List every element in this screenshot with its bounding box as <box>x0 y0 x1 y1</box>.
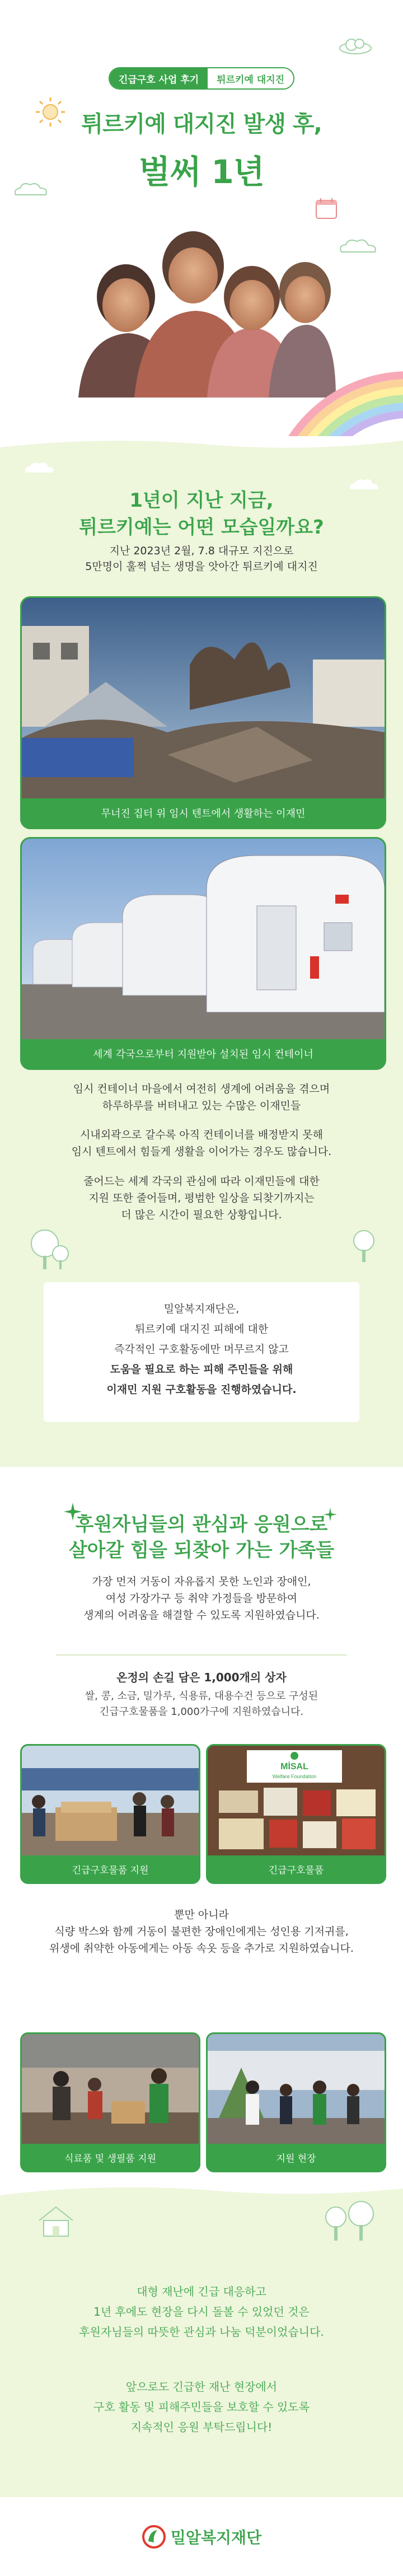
support-site-card <box>206 2032 386 2172</box>
additional-support-heading: 뿐만 아니라 <box>174 1909 229 1921</box>
relief-distribution-caption: 긴급구호물품 지원 <box>72 1864 149 1876</box>
tree-icon <box>347 1226 381 1265</box>
cloud-icon <box>336 34 375 56</box>
section3-title <box>0 1512 403 1563</box>
foundation-logo[interactable] <box>142 2524 261 2549</box>
section2-title <box>0 487 403 541</box>
statement-line1: 밀알복지재단은, <box>163 1303 240 1315</box>
closing-line3: 후원자님들의 따뜻한 관심과 나눔 덕분이었습니다. <box>79 2325 324 2339</box>
tent-photo <box>22 598 385 798</box>
paragraph-1-line2: 하루하루를 버텨내고 있는 수많은 이재민들 <box>102 1100 301 1112</box>
section3-subtitle <box>0 1573 403 1624</box>
section2-title-line2: 튀르키예는 어떤 모습일까요? <box>79 516 324 539</box>
foundation-statement-box <box>44 1282 359 1422</box>
closing-line2: 1년 후에도 현장을 다시 돌볼 수 있었던 것은 <box>93 2305 310 2318</box>
badge-row <box>0 67 403 90</box>
statement-line5: 이재민 지원 구호활동을 진행하였습니다. <box>106 1383 297 1396</box>
section2-sub-line1: 지난 2023년 2월, 7.8 대규모 지진으로 <box>109 545 294 557</box>
grocery-support-card <box>20 2032 200 2172</box>
paragraph-1 <box>0 1081 403 1114</box>
relief-box-description <box>0 1689 403 1720</box>
footer <box>0 2497 403 2576</box>
support-section <box>0 1467 403 2184</box>
relief-distribution-photo <box>22 1746 199 1855</box>
additional-support-description <box>0 1923 403 1957</box>
relief-distribution-card <box>20 1744 200 1884</box>
closing-message-2 <box>0 2377 403 2437</box>
paragraph-3 <box>0 1173 403 1223</box>
relief-goods-card <box>206 1744 386 1884</box>
hero-section <box>0 0 403 437</box>
tree-icon <box>22 1223 73 1274</box>
support-site-caption: 지원 현장 <box>276 2153 316 2164</box>
relief-goods-caption: 긴급구호물품 <box>268 1864 324 1876</box>
statement-line2: 튀르키예 대지진 피해에 대한 <box>134 1323 269 1335</box>
paragraph-2 <box>0 1126 403 1160</box>
container-photo-card <box>20 837 386 1070</box>
house-icon <box>34 2200 78 2240</box>
section2-title-line1: 1년이 지난 지금, <box>129 489 274 512</box>
divider <box>56 1654 347 1656</box>
container-photo <box>22 839 385 1039</box>
tent-photo-card <box>20 596 386 829</box>
relief-box-heading: 온정의 손길 담은 1,000개의 상자 <box>116 1671 287 1684</box>
additional-support-line1: 식량 박스와 함께 거동이 불편한 장애인에게는 성인용 기저귀를, <box>54 1925 349 1938</box>
section-divider <box>0 436 403 453</box>
paragraph-3-line2: 지원 또한 줄어들며, 평범한 일상을 되찾기까지는 <box>88 1192 315 1204</box>
closing-section <box>0 2184 403 2497</box>
section3-title-line2: 살아갈 힘을 되찾아 가는 가족들 <box>68 1539 335 1562</box>
closing-line6: 지속적인 응원 부탁드립니다! <box>130 2420 273 2434</box>
container-photo-caption: 세계 각국으로부터 지원받아 설치된 임시 컨테이너 <box>93 1049 313 1060</box>
rainbow-illustration <box>241 370 403 442</box>
hero-title-line1: 튀르키예 대지진 발생 후, <box>81 111 322 137</box>
section3-title-line1: 후원자님들의 관심과 응원으로 <box>75 1513 328 1536</box>
logo-mark-icon <box>142 2524 166 2549</box>
paragraph-2-line2: 임시 텐트에서 힘들게 생활을 이어가는 경우도 많습니다. <box>71 1146 332 1158</box>
cloud-icon <box>22 459 56 476</box>
section2-sub-line2: 5만명이 훌쩍 넘는 생명을 앗아간 튀르키예 대지진 <box>85 560 318 573</box>
badge-topic-label: 튀르키예 대지진 <box>208 68 293 88</box>
section3-sub-line2: 여성 가장가구 등 취약 가정들을 방문하여 <box>105 1592 298 1605</box>
section3-sub-line1: 가장 먼저 거동이 자유롭지 못한 노인과 장애인, <box>92 1575 311 1588</box>
section-divider <box>0 2183 403 2200</box>
sign-sub-text: Welfare Foundation <box>272 1774 317 1779</box>
tent-photo-caption: 무너진 집터 위 임시 텐트에서 생활하는 이재민 <box>101 808 306 820</box>
statement-line4: 도움을 필요로 하는 피해 주민들을 위해 <box>110 1363 293 1376</box>
relief-goods-photo <box>208 1746 385 1855</box>
paragraph-3-line1: 줄어드는 세계 각국의 관심에 따라 이재민들에 대한 <box>83 1175 320 1188</box>
paragraph-3-line3: 더 많은 시간이 필요한 상황입니다. <box>121 1209 282 1221</box>
paragraph-1-line1: 임시 컨테이너 마을에서 여전히 생계에 어려움을 겪으며 <box>73 1083 330 1095</box>
section3-sub-line3: 생계의 어려움을 해결할 수 있도록 지원하였습니다. <box>83 1609 320 1621</box>
support-site-photo <box>208 2034 385 2144</box>
closing-line1: 대형 재난에 긴급 대응하고 <box>137 2285 266 2298</box>
status-section <box>0 437 403 1467</box>
section2-subtitle <box>0 543 403 574</box>
closing-line5: 구호 활동 및 피해주민들을 보호할 수 있도록 <box>93 2400 310 2414</box>
statement-line3: 즉각적인 구호활동에만 머무르지 않고 <box>114 1343 289 1355</box>
closing-line4: 앞으로도 긴급한 재난 현장에서 <box>125 2380 278 2393</box>
closing-message-1 <box>0 2282 403 2342</box>
tree-icon <box>319 2200 381 2245</box>
hero-title-line2: 벌써 1년 <box>139 153 264 191</box>
relief-box-desc-line1: 쌀, 콩, 소금, 밀가루, 식용류, 대용수건 등으로 구성된 <box>85 1690 318 1702</box>
additional-support-line2: 위생에 취약한 아동에게는 아동 속옷 등을 추가로 지원하였습니다. <box>49 1942 354 1955</box>
paragraph-2-line1: 시내외곽으로 갈수록 아직 컨테이너를 배정받지 못해 <box>80 1129 323 1141</box>
grocery-support-caption: 식료품 및 생필품 지원 <box>64 2153 156 2164</box>
category-badge <box>109 67 294 90</box>
cloud-icon <box>336 235 381 258</box>
sign-brand-text: MİSAL <box>280 1762 308 1771</box>
badge-category-label: 긴급구호 사업 후기 <box>110 68 208 88</box>
grocery-support-photo <box>22 2034 199 2144</box>
relief-box-desc-line2: 긴급구호물품을 1,000가구에 지원하였습니다. <box>99 1706 304 1718</box>
logo-text: 밀알복지재단 <box>170 2528 262 2547</box>
